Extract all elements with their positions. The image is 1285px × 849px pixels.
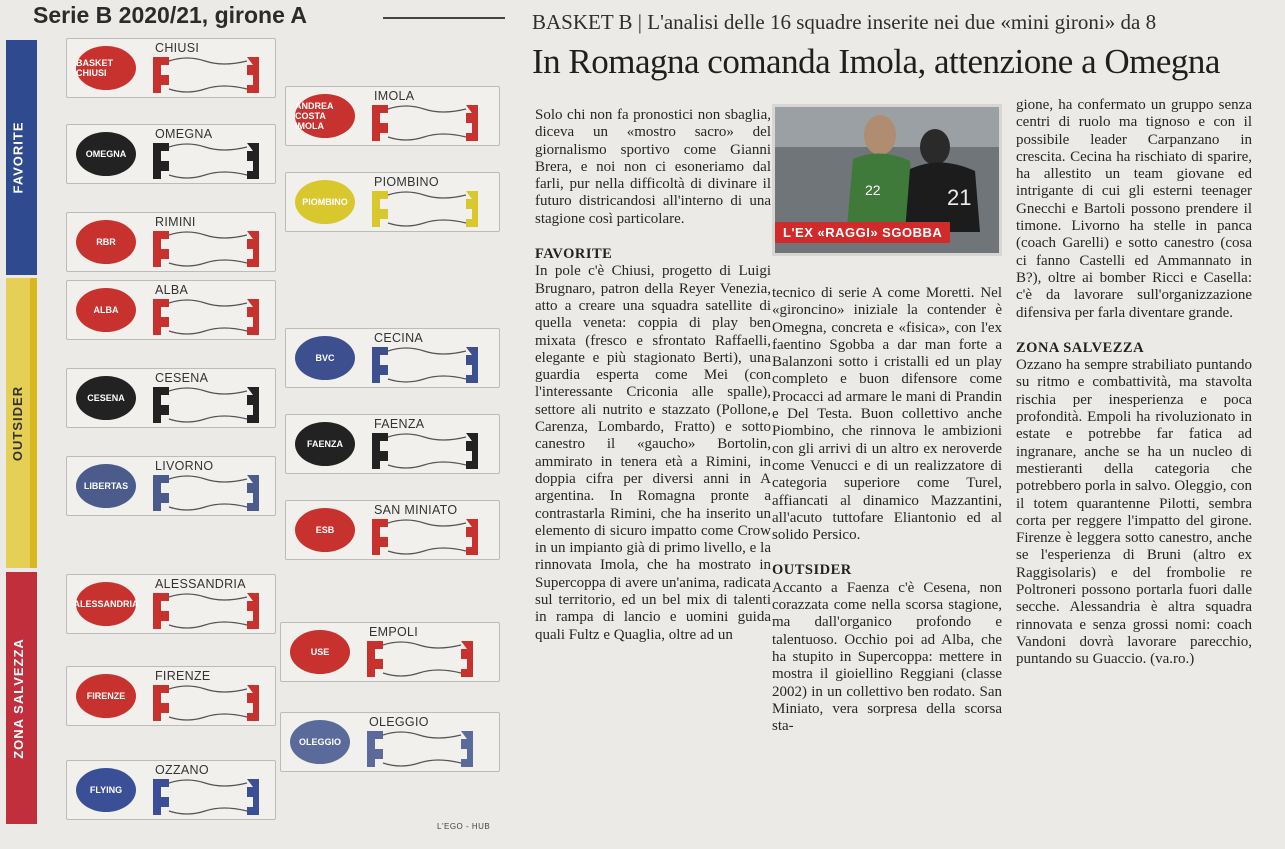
team-logo-icon [75, 767, 137, 813]
jersey-icon [361, 727, 489, 771]
subheading-favorite: FAVORITE [535, 246, 613, 263]
team-logo-icon [75, 219, 137, 265]
article-column-1 [535, 107, 771, 644]
category-favorite [6, 40, 30, 275]
team-logo-icon [75, 287, 137, 333]
jersey-icon [147, 53, 275, 97]
team-card [285, 172, 500, 232]
team-name: ALESSANDRIA [155, 577, 246, 591]
team-logo-text: FAENZA [295, 422, 355, 466]
article-photo [772, 104, 1002, 256]
team-logo-icon [294, 421, 356, 467]
team-logo-text: BASKET CHIUSI [76, 46, 136, 90]
team-name: SAN MINIATO [374, 503, 458, 517]
team-card [285, 500, 500, 560]
team-name: LIVORNO [155, 459, 214, 473]
team-logo-text: BVC [295, 336, 355, 380]
team-name: OMEGNA [155, 127, 213, 141]
category-label: ZONA SALVEZZA [10, 637, 26, 759]
jersey-icon [147, 295, 275, 339]
jersey-icon [366, 101, 494, 145]
team-logo-icon [75, 131, 137, 177]
team-card [66, 368, 276, 428]
article-kicker: BASKET B | L'analisi delle 16 squadre inserite nei due «mini gironi» da 8 [532, 10, 1157, 34]
outsider-paragraph: Accanto a Faenza c'è Cesena, non corazzata come nella scorsa stagione, ma dall'organico profondo e talentuoso. Occhio poi ad Alba, che ha stupito in Supercoppa: mettere in mostra il gioiellino Reggiani (classe 2002) in un collettivo ben rodato. San Miniato, vera sorpresa della scorsa sta- [772, 579, 1002, 735]
team-logo-text: ANDREA COSTA IMOLA [295, 94, 355, 138]
team-name: OZZANO [155, 763, 209, 777]
category-outsider [6, 278, 30, 568]
team-logo-text: ALESSANDRIA [76, 582, 136, 626]
team-card [66, 456, 276, 516]
team-logo-text: FLYING [76, 768, 136, 812]
graphic-credit: L'EGO - HUB [437, 822, 491, 831]
team-name: ALBA [155, 283, 189, 297]
svg-text:21: 21 [947, 185, 972, 210]
jersey-icon [147, 227, 275, 271]
team-logo-text: PIOMBINO [295, 180, 355, 224]
jersey-icon [366, 515, 494, 559]
photo-caption: L'EX «RAGGI» SGOBBA [775, 222, 950, 243]
team-name: PIOMBINO [374, 175, 439, 189]
salvezza-paragraph: Ozzano ha sempre strabiliato puntando su ritmo e combattività, ma stavolta rischia per inesperienza e poca profondità. Empoli ha rivoluzionato in estate e potrebbe far fatica ad ingranare, anche se ha un nucleo di mestieranti della categoria che potrebbero porla in salvo. Oleggio, con il totem quarantenne Pilotti, sembra corta per reggere l'impatto del girone. Firenze è leggera sotto canestro, anche se l'esperienza di Bruni (altro ex Raggisolaris) e del frombolie re Poltroneri possono portarla fuori dalle secche. Alessandria è altra squadra rinnovata e senza grossi nomi: coach Vandoni dovrà lavorare parecchio, puntando su Guaccio. (va.ro.) [1016, 357, 1252, 668]
team-logo-icon [75, 463, 137, 509]
favorite-continued-paragraph: tecnico di serie A come Moretti. Nel «gironcino» iniziale la contender è Omegna, concreta e «fisica», con l'ex faentino Sgobba a dar man forte a Balanzoni sotto i cristalli ed un play completo e buon difensore come Procacci ad armare le mani di Prandin e Del Testa. Buon collettivo anche Piombino, che rinnova le ambizioni con gli arrivi di un altro ex neroverde come Venucci e di un realizzatore di categoria superiore come Turel, affiancati al dinamico Mazzantini, all'acuto tuttofare Eliantonio ed al solido Persico. [772, 285, 1002, 544]
jersey-icon [147, 589, 275, 633]
favorite-paragraph: In pole c'è Chiusi, progetto di Luigi Brugnaro, patron della Reyer Venezia, atto a creare una squadra satellite di quella veneta: coppia di play ben mixata (fresco e sfrontato Raffaelli, elegante e più stagionato Berti), una guardia esperta come Mei (con l'interessante Criconia alle spalle), settore ali nutrito e stazzato (Pollone, Carenza, Lombardo, Fratto) e sotto canestro il «gaucho» Bortolin, ammirato in tenera età a Rimini, in doppia cifra per diversi anni in A argentina. In Romagna pronte a contrastarla Rimini, che ha inserito un elemento di sicuro impatto come Crow in un impianto già di primo livello, e la rinnovata Imola, che ha mostrato in Supercoppa di avere un'anima, radicata sul territorio, ed un bel mix di talenti in rampa di lancio e uomini guida quali Fultz e Quaglia, oltre ad un [535, 263, 771, 643]
team-logo-icon [289, 719, 351, 765]
jersey-icon [147, 471, 275, 515]
team-card [66, 212, 276, 272]
jersey-icon [147, 775, 275, 819]
team-card [66, 280, 276, 340]
team-card [66, 574, 276, 634]
team-logo-text: RBR [76, 220, 136, 264]
team-logo-text: USE [290, 630, 350, 674]
article-headline: In Romagna comanda Imola, attenzione a Omegna [532, 42, 1220, 81]
team-card [66, 124, 276, 184]
team-logo-icon [294, 507, 356, 553]
intro-paragraph: Solo chi non fa pronostici non sbaglia, diceva un «mostro sacro» del giornalismo sportivo come Gianni Brera, e noi non ci esoneriamo dal farli, pur nella difficoltà di divinare il futuro districandosi all'interno di una stagione così particolare. [535, 107, 771, 227]
team-logo-text: OMEGNA [76, 132, 136, 176]
category-zona-salvezza [6, 572, 30, 824]
jersey-icon [147, 139, 275, 183]
team-card [280, 622, 500, 682]
subheading-outsider: OUTSIDER [772, 562, 852, 579]
team-logo-text: OLEGGIO [290, 720, 350, 764]
category-stripe [30, 572, 37, 824]
category-stripe [30, 278, 37, 568]
outsider-continued-paragraph: gione, ha confermato un gruppo senza centri di ruolo ma tignoso e con il possibile leader Carpanzano in crescita. Cecina ha rischiato di sparire, ha allestito un team giovane ed intrigante di cui gli esterni teenager Gnecchi e Bartoli possono prendere il timone. Livorno ha stelle in panca (coach Garelli) e sotto canestro (cosa ci fanno Castelli ed Ammannato in B?), oltre ai bomber Ricci e Casella: c'è da lavorare sull'organizzazione difensiva per farla diventare grande. [1016, 97, 1252, 321]
team-name: CHIUSI [155, 41, 200, 55]
jersey-icon [147, 681, 275, 725]
category-stripe [30, 40, 37, 275]
team-logo-icon [294, 93, 356, 139]
team-logo-icon [294, 179, 356, 225]
team-logo-icon [75, 45, 137, 91]
team-name: RIMINI [155, 215, 196, 229]
team-logo-text: ESB [295, 508, 355, 552]
infographic-title: Serie B 2020/21, girone A [33, 2, 308, 28]
category-label: FAVORITE [10, 121, 26, 194]
team-logo-text: FIRENZE [76, 674, 136, 718]
article-column-2 [772, 285, 1002, 735]
team-name: EMPOLI [369, 625, 419, 639]
team-name: FIRENZE [155, 669, 211, 683]
article-column-3 [1016, 97, 1252, 669]
standings-infographic [0, 0, 505, 849]
team-name: CESENA [155, 371, 209, 385]
team-logo-icon [75, 375, 137, 421]
team-name: FAENZA [374, 417, 425, 431]
team-name: IMOLA [374, 89, 415, 103]
jersey-icon [366, 343, 494, 387]
team-logo-text: ALBA [76, 288, 136, 332]
team-card [285, 86, 500, 146]
svg-text:22: 22 [865, 182, 881, 198]
jersey-icon [147, 383, 275, 427]
team-logo-text: LIBERTAS [76, 464, 136, 508]
subheading-zona-salvezza: ZONA SALVEZZA [1016, 339, 1145, 356]
team-logo-text: CESENA [76, 376, 136, 420]
team-name: OLEGGIO [369, 715, 429, 729]
team-name: CECINA [374, 331, 424, 345]
team-card [285, 414, 500, 474]
jersey-icon [366, 429, 494, 473]
team-logo-icon [294, 335, 356, 381]
team-logo-icon [75, 673, 137, 719]
team-card [66, 38, 276, 98]
team-logo-icon [289, 629, 351, 675]
title-rule [383, 17, 505, 19]
jersey-icon [361, 637, 489, 681]
team-card [66, 666, 276, 726]
team-logo-icon [75, 581, 137, 627]
team-card [66, 760, 276, 820]
team-card [285, 328, 500, 388]
team-card [280, 712, 500, 772]
category-label: OUTSIDER [10, 385, 26, 461]
jersey-icon [366, 187, 494, 231]
